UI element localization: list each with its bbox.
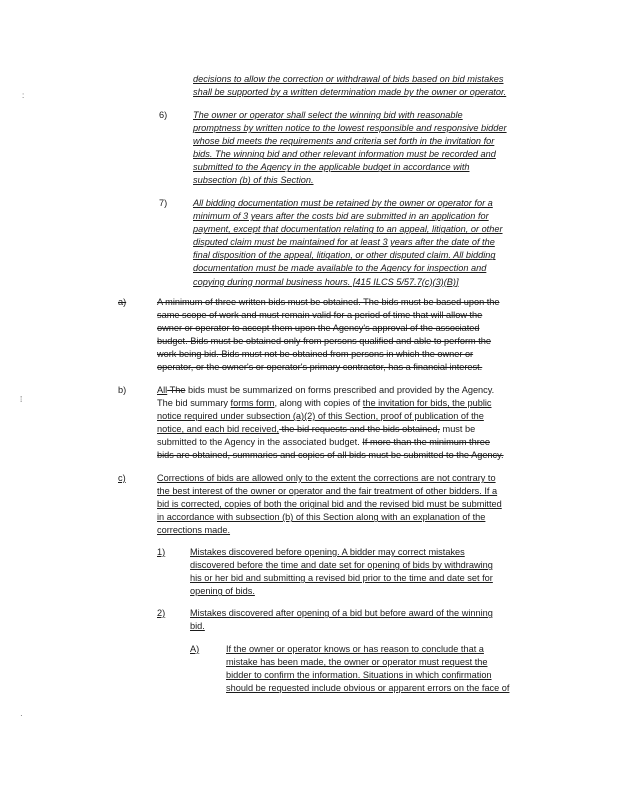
- text-line: promptness by written notice to the lowest responsible and responsive bidder: [193, 123, 507, 134]
- itemA-label: A): [190, 644, 200, 654]
- text-line: same scope of work and must remain valid for a period of time that will allow the: [157, 310, 483, 321]
- text-line: mistake has been made, the owner or operator must request the: [226, 657, 488, 668]
- text-line: his or her bid and submitting a revised bid prior to the time and date set for: [190, 573, 493, 584]
- text-line: bids are obtained, summaries and copies of all bids must be submitted to the Agency.: [157, 450, 504, 461]
- item7-label: 7): [159, 198, 168, 208]
- text-line: corrections made.: [157, 525, 231, 536]
- text-line: discovered before the time and date set for opening of bids by withdrawing: [190, 560, 493, 571]
- margin-mark: :: [22, 91, 25, 100]
- text-line: All bidding documentation must be retained by the owner or operator for a: [193, 198, 493, 208]
- margin-mark: ⁞: [20, 395, 23, 404]
- section-a-text: [157, 296, 500, 375]
- text-line: opening of bids.: [190, 586, 255, 597]
- text-line: decisions to allow the correction or withdrawal of bids based on bid mistakes: [193, 74, 504, 84]
- item7-text: [193, 197, 503, 289]
- item1-label: 1): [157, 547, 166, 557]
- item2-text: [190, 607, 493, 633]
- text-line: shall be supported by a written determination made by the owner or operator.: [193, 87, 507, 98]
- text-line: bid.: [190, 621, 205, 632]
- text-line: A minimum of three written bids must be obtained. The bids must be based upon the: [157, 297, 500, 307]
- section-c-label: c): [118, 473, 126, 483]
- text-line: budget. Bids must be obtained only from persons qualified and able to perform the: [157, 336, 492, 347]
- text-line: copying during normal business hours. [415 ILCS 5/57.7(c)(3)(B)]: [193, 276, 459, 287]
- text-line: disputed claim must be maintained for at least 3 years after the date of the: [193, 237, 495, 248]
- margin-mark: ·: [20, 711, 23, 720]
- text-line: in accordance with subsection (b) of this Section along with an explanation of the: [157, 512, 486, 523]
- text-line: notice, and each bid received, the bid requests and the bids obtained, must be: [157, 424, 476, 435]
- section-c-text: [157, 472, 502, 537]
- itemA-text: [226, 643, 509, 695]
- text-line: submitted to the Agency in the associated budget. If more than the minimum three: [157, 437, 490, 448]
- section-b-text: [157, 384, 504, 463]
- text-line: bids. The winning bid and other relevant information must be recorded and: [193, 149, 496, 160]
- text-line: work being bid. Bids must not be obtained from persons in which the owner or: [157, 349, 474, 360]
- text-line: All The bids must be summarized on forms prescribed and provided by the Agency.: [157, 385, 495, 395]
- text-line: The owner or operator shall select the winning bid with reasonable: [193, 110, 463, 120]
- item6-text: [193, 109, 507, 188]
- text-line: Mistakes discovered before opening. A bidder may correct mistakes: [190, 547, 465, 557]
- section-a-label: a): [118, 297, 127, 307]
- section-b-label: b): [118, 385, 127, 395]
- text-line: Mistakes discovered after opening of a bid but before award of the winning: [190, 608, 493, 618]
- text-line: Corrections of bids are allowed only to the extent the corrections are not contrary to: [157, 473, 496, 483]
- text-line: submitted to the Agency in the applicable budget in accordance with: [193, 162, 470, 173]
- text-line: minimum of 3 years after the costs bid are submitted in an application for: [193, 211, 489, 222]
- item5-continuation: [193, 73, 506, 99]
- text-line: should be requested include obvious or apparent errors on the face of: [226, 683, 510, 694]
- text-line: payment, except that documentation relating to an appeal, litigation, or other: [193, 224, 503, 235]
- text-line: operator, or the owner's or operator's primary contractor, has a financial interest.: [157, 362, 483, 373]
- text-line: the best interest of the owner or operator and the fair treatment of other bidders. If a: [157, 486, 498, 497]
- text-line: documentation must be made available to the Agency for inspection and: [193, 263, 487, 274]
- text-line: The bid summary forms form, along with copies of the invitation for bids, the public: [157, 398, 492, 409]
- text-line: subsection (b) of this Section.: [193, 175, 314, 186]
- text-line: bid is corrected, copies of both the original bid and the revised bid must be submitted: [157, 499, 502, 510]
- item1-text: [190, 546, 493, 598]
- text-line: bidder to confirm the information. Situations in which confirmation: [226, 670, 492, 681]
- text-line: notice required under subsection (a)(2) of this Section, proof of publication of the: [157, 411, 484, 422]
- text-line: whose bid meets the requirements and criteria set forth in the invitation for: [193, 136, 495, 147]
- text-line: owner or operator to accept them upon the Agency's approval of the associated: [157, 323, 480, 334]
- text-line: If the owner or operator knows or has reason to conclude that a: [226, 644, 484, 654]
- text-line: final disposition of the appeal, litigation, or other disputed claim. All bidding: [193, 250, 496, 261]
- item2-label: 2): [157, 608, 166, 618]
- item6-label: 6): [159, 110, 168, 120]
